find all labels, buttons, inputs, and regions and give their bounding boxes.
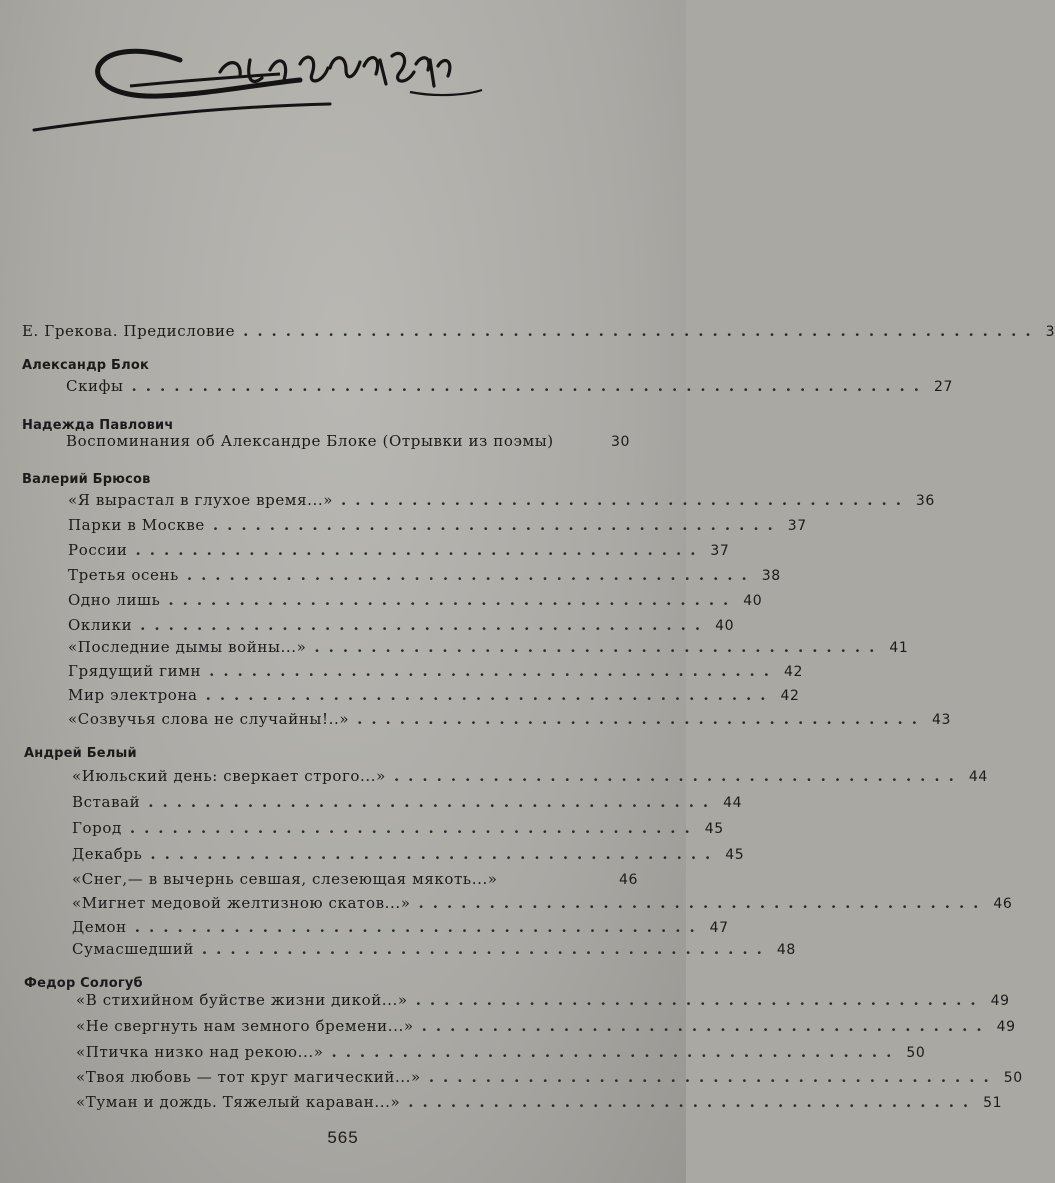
toc-entry [68, 638, 909, 656]
leader-dots: ........................................ [201, 940, 771, 958]
entry-title: Вставай [72, 793, 141, 811]
leader-dots: ........................................ [140, 616, 710, 634]
leader-dots: ........................................ [408, 1093, 978, 1111]
toc-entry [72, 767, 988, 785]
entry-title: России [68, 541, 128, 559]
entry-page: 49 [996, 1019, 1016, 1035]
toc-entry [72, 894, 1013, 912]
leader-dots: ........................................ [150, 845, 720, 863]
entry-page: 36 [915, 493, 935, 509]
entry-page: 41 [889, 640, 909, 656]
entry-title: Оклики [68, 616, 133, 634]
author-heading: Андрей Белый [24, 746, 137, 761]
leader-dots: ........................................ [393, 767, 963, 785]
page-number: 565 [327, 1128, 359, 1147]
leader-dots: ........................................ [134, 918, 704, 936]
entry-page: 42 [780, 688, 800, 704]
entry-page: 49 [990, 993, 1010, 1009]
entry-title: «В стихийном буйстве жизни дикой...» [76, 991, 408, 1009]
author-heading: Валерий Брюсов [22, 472, 151, 487]
author-heading: Федор Сологуб [24, 976, 143, 991]
toc-entry [72, 870, 638, 888]
entry-title: «Не свергнуть нам земного бремени...» [76, 1017, 414, 1035]
leader-dots: ........................................ [418, 894, 988, 912]
entry-title: Декабрь [72, 845, 143, 863]
leader-dots: ........................................ [135, 541, 705, 559]
toc-entry [68, 591, 763, 609]
entry-page: 37 [787, 518, 807, 534]
toc-entry [68, 516, 807, 534]
entry-title: Одно лишь [68, 591, 161, 609]
toc-entry [76, 1093, 1003, 1111]
entry-title: «Последние дымы войны...» [68, 638, 307, 656]
leader-dots: ........................................ [212, 516, 782, 534]
leader-dots: ........................................................ [243, 322, 1040, 340]
toc-entry [76, 1017, 1016, 1035]
entry-title: «Туман и дождь. Тяжелый караван...» [76, 1093, 401, 1111]
entry-page: 50 [906, 1045, 926, 1061]
toc-entry [68, 686, 800, 704]
entry-title: «Снег,— в вычернь севшая, слезеющая мякоть...» [72, 870, 498, 888]
entry-title: «Мигнет медовой желтизною скатов...» [72, 894, 411, 912]
entry-title: Грядущий гимн [68, 662, 202, 680]
entry-title: Сумасшедший [72, 940, 194, 958]
entry-page: 51 [983, 1095, 1003, 1111]
entry-title: «Июльский день: сверкает строго...» [72, 767, 386, 785]
leader-dots: ........................................ [331, 1043, 901, 1061]
toc-entry [72, 845, 745, 863]
leader-dots: ........................................ [314, 638, 884, 656]
toc-entry [68, 566, 781, 584]
toc-entry [72, 918, 729, 936]
entry-title: Демон [72, 918, 127, 936]
entry-page: 45 [725, 847, 745, 863]
entry-page: 37 [710, 543, 730, 559]
entry-title: Третья осень [68, 566, 179, 584]
toc-entry [22, 322, 1055, 340]
entry-page: 40 [715, 618, 735, 634]
toc-entry [72, 940, 796, 958]
leader-dots: ........................................................ [131, 377, 928, 395]
leader-dots: ........................................ [168, 591, 738, 609]
entry-title: Мир электрона [68, 686, 198, 704]
entry-page: 40 [743, 593, 763, 609]
leader-dots: ........................................ [148, 793, 718, 811]
leader-dots: ........................................ [357, 710, 926, 728]
leader-dots: ........................................ [415, 991, 985, 1009]
toc-entry [72, 793, 743, 811]
toc-entry [68, 710, 952, 728]
leader-dots: ........................................ [428, 1068, 998, 1086]
toc-entry [76, 991, 1010, 1009]
leader-dots: ........................................ [205, 686, 775, 704]
toc-entry [68, 616, 735, 634]
toc-entry [68, 662, 803, 680]
entry-page: 42 [783, 664, 803, 680]
entry-title: Город [72, 819, 122, 837]
entry-title: Е. Грекова. Предисловие [22, 322, 236, 340]
entry-page: 44 [968, 769, 988, 785]
toc-entry [68, 541, 730, 559]
entry-page: 46 [993, 896, 1013, 912]
author-heading: Александр Блок [22, 358, 149, 373]
toc-entry [76, 1068, 1023, 1086]
entry-page: 38 [761, 568, 781, 584]
leader-dots: ........................................ [421, 1017, 991, 1035]
entry-page: 47 [709, 920, 729, 936]
entry-page: 43 [932, 712, 952, 728]
entry-page: 45 [704, 821, 724, 837]
toc-entry [66, 432, 630, 450]
entry-title: Воспоминания об Александре Блоке (Отрывки из поэмы) [66, 432, 554, 450]
entry-page: 30 [610, 434, 630, 450]
entry-title: Скифы [66, 377, 124, 395]
author-heading: Надежда Павлович [22, 418, 174, 433]
entry-page: 46 [618, 872, 638, 888]
leader-dots: ........................................ [186, 566, 756, 584]
entry-page: 3 [1045, 324, 1055, 340]
entry-title: «Я вырастал в глухое время...» [68, 491, 334, 509]
leader-dots: ........................................ [209, 662, 778, 680]
entry-page: 27 [933, 379, 953, 395]
toc-entry [72, 819, 724, 837]
leader-dots: ........................................ [341, 491, 910, 509]
entry-title: «Твоя любовь — тот круг магический...» [76, 1068, 421, 1086]
toc-entry [76, 1043, 926, 1061]
toc-entry [68, 491, 935, 509]
entry-title: «Птичка низко над рекою...» [76, 1043, 324, 1061]
entry-title: «Созвучья слова не случайны!..» [68, 710, 350, 728]
entry-title: Парки в Москве [68, 516, 205, 534]
leader-dots: ........................................ [129, 819, 699, 837]
entry-page: 48 [776, 942, 796, 958]
entry-page: 44 [723, 795, 743, 811]
toc-entry [66, 377, 953, 395]
entry-page: 50 [1003, 1070, 1023, 1086]
